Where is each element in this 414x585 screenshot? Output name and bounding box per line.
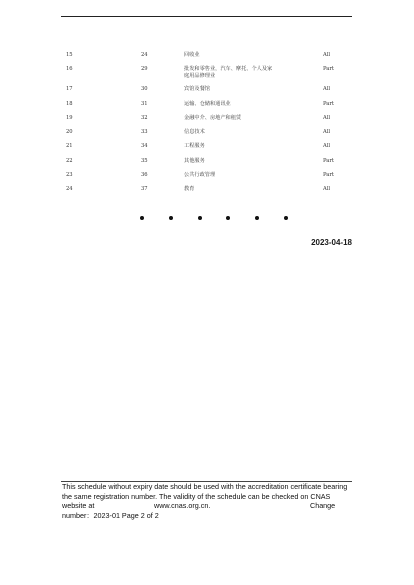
footer: [62, 482, 354, 520]
table-row: [66, 158, 343, 172]
row-description-line: 庭用品修理业: [184, 73, 216, 80]
table-row: [66, 52, 343, 66]
separator-dot: [198, 216, 202, 220]
separator-dot: [226, 216, 230, 220]
row-scope: Part: [323, 172, 334, 179]
row-code: 37: [141, 186, 148, 193]
row-description-line: 宾馆及餐馆: [184, 86, 210, 93]
schedule-table-body: [66, 52, 343, 201]
row-number: 15: [66, 52, 73, 58]
row-description-line: 回收业: [184, 52, 200, 58]
row-number: 22: [66, 157, 73, 164]
row-number: 16: [66, 66, 73, 73]
row-scope: Part: [323, 157, 334, 164]
row-description-line: 公共行政管理: [184, 172, 216, 179]
row-scope: All: [323, 143, 331, 150]
row-code: 33: [141, 129, 148, 136]
table-row: [66, 86, 343, 100]
row-description-line: 其他服务: [184, 157, 205, 164]
row-code: 29: [141, 66, 148, 73]
table-row: [66, 66, 343, 86]
row-number: 20: [66, 129, 73, 136]
row-description: [184, 143, 323, 157]
separator-dot: [140, 216, 144, 220]
row-code: 32: [141, 114, 148, 121]
row-scope: All: [323, 52, 331, 58]
row-description-line: 批发和零售业，汽车、摩托、个人及家: [184, 66, 273, 73]
row-number: 19: [66, 114, 73, 121]
row-description-line: 信息技术: [184, 129, 205, 136]
footer-website-link[interactable]: www.cnas.org.cn.: [154, 501, 211, 511]
row-description-line: 工程服务: [184, 143, 205, 150]
footer-line-2: the same registration number. The validity of the schedule can be checked on CNAS: [62, 491, 331, 501]
row-description: [184, 101, 323, 115]
footer-line-3: [62, 501, 354, 511]
separator-dot: [169, 216, 173, 220]
separator-dots: [140, 213, 288, 223]
row-code: 24: [141, 52, 148, 58]
table-row: [66, 172, 343, 186]
row-description: [184, 115, 323, 129]
table-row: [66, 186, 343, 200]
row-number: 17: [66, 86, 73, 93]
row-scope: Part: [323, 66, 334, 73]
row-description: [184, 158, 323, 172]
table-row: [66, 115, 343, 129]
schedule-table: [66, 52, 343, 201]
table-row: [66, 129, 343, 143]
row-number: 23: [66, 172, 73, 179]
header-rule: [61, 16, 352, 17]
row-scope: All: [323, 114, 331, 121]
row-scope: All: [323, 129, 331, 136]
row-scope: All: [323, 86, 331, 93]
separator-dot: [284, 216, 288, 220]
row-description: [184, 86, 323, 100]
issue-date: 2023-04-18: [311, 238, 352, 247]
row-description: [184, 66, 323, 86]
row-number: 24: [66, 186, 73, 193]
row-description: [184, 129, 323, 143]
row-description-line: 教育: [184, 186, 195, 193]
footer-line-1: This schedule without expiry date should be used with the accreditation certificate bearing: [62, 482, 348, 491]
row-description: [184, 52, 323, 66]
row-description: [184, 172, 323, 186]
row-description-line: 金融中介、房地产和租赁: [184, 114, 242, 121]
footer-line-4: number：2023-01 Page 2 of 2: [62, 510, 159, 520]
row-scope: Part: [323, 100, 334, 107]
row-scope: All: [323, 186, 331, 193]
row-code: 36: [141, 172, 148, 179]
row-code: 30: [141, 86, 148, 93]
row-code: 31: [141, 100, 148, 107]
table-row: [66, 143, 343, 157]
row-code: 35: [141, 157, 148, 164]
footer-change-label: Change: [310, 501, 336, 511]
footer-website-label: website at: [62, 501, 95, 511]
row-description: [184, 186, 323, 200]
separator-dot: [255, 216, 259, 220]
row-number: 18: [66, 100, 73, 107]
row-number: 21: [66, 143, 73, 150]
table-row: [66, 101, 343, 115]
row-description-line: 运输、仓储和通讯业: [184, 100, 231, 107]
row-code: 34: [141, 143, 148, 150]
